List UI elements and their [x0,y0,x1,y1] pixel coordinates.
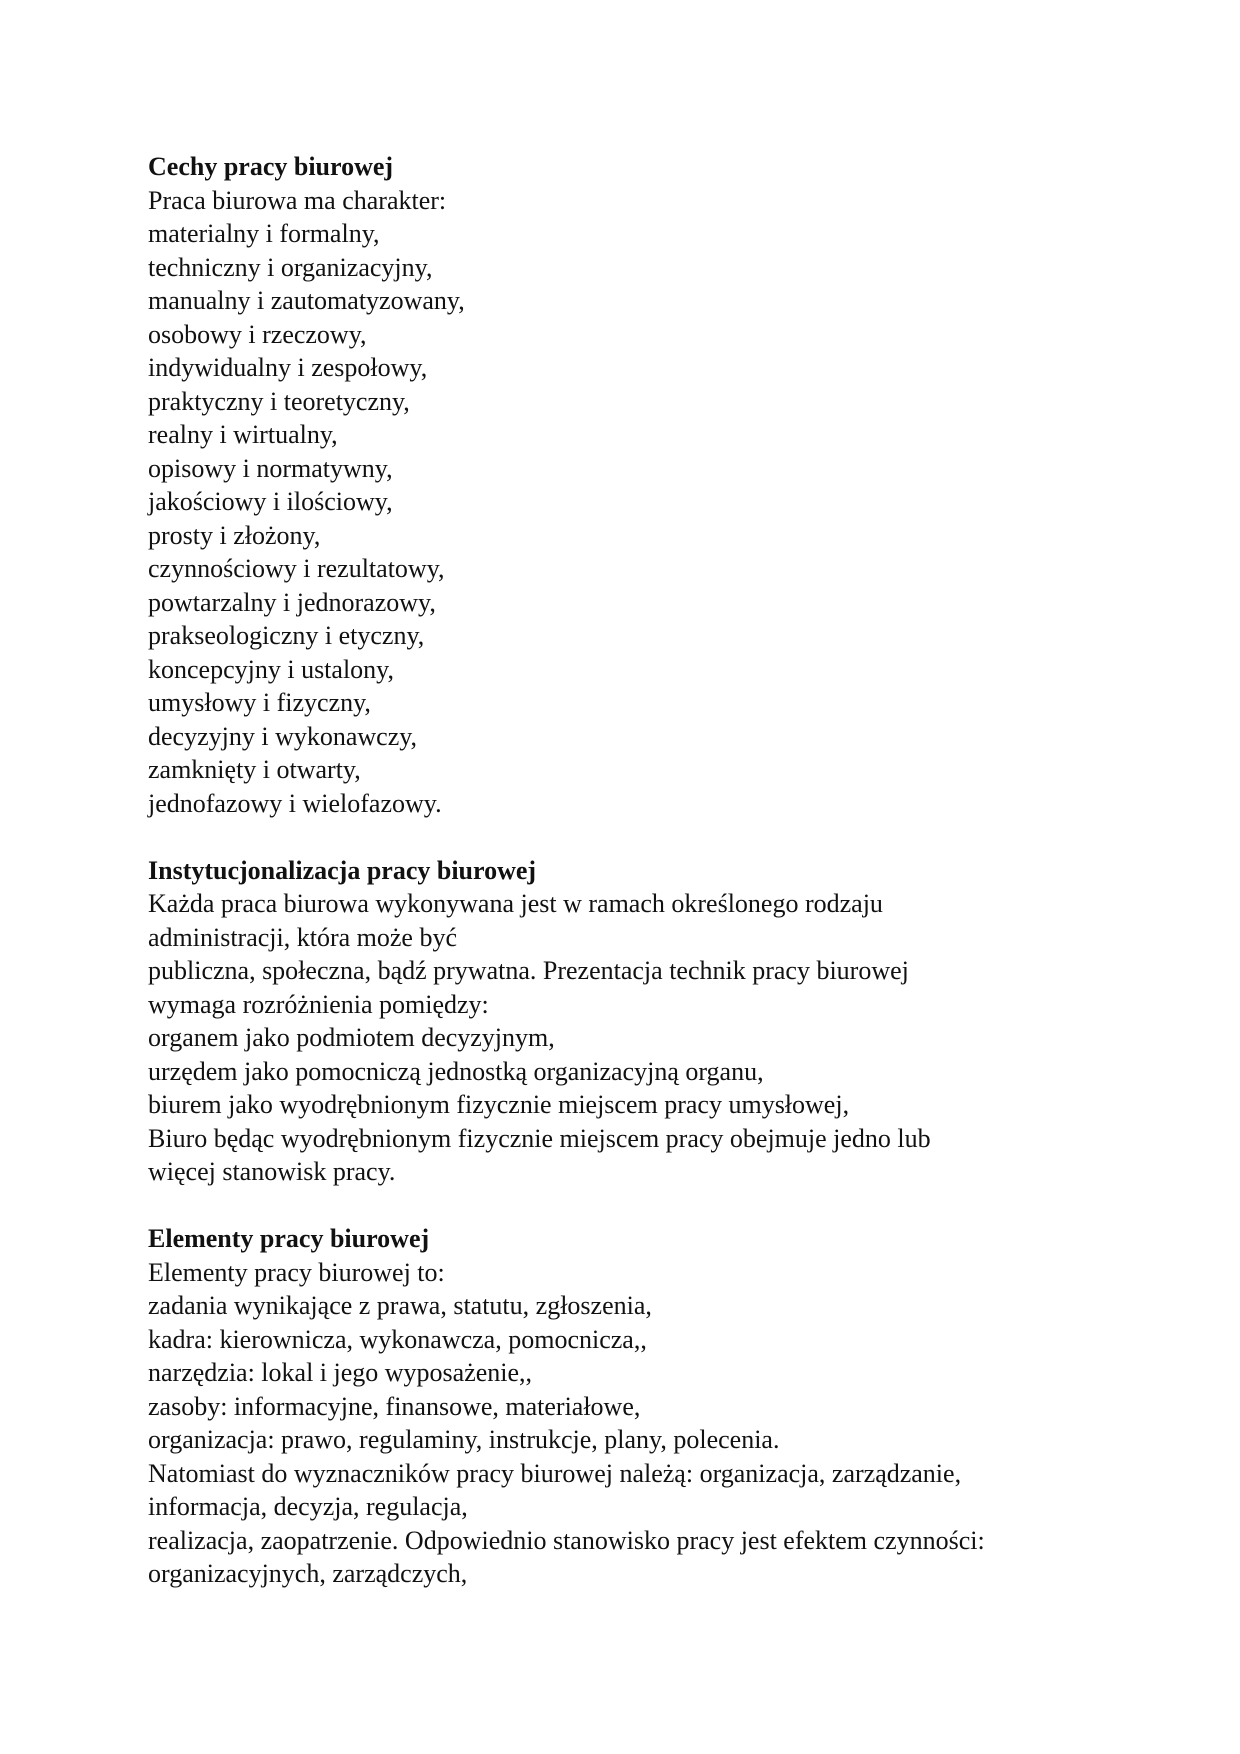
section-heading: Elementy pracy biurowej [148,1224,430,1253]
text-line: powtarzalny i jednorazowy, [148,587,436,617]
text-line: prosty i złożony, [148,520,321,550]
text-line: organizacyjnych, zarządczych, [148,1559,468,1588]
text-line: jakościowy i ilościowy, [148,487,393,516]
text-line: kadra: kierownicza, wykonawcza, pomocnicza,, [148,1324,647,1354]
section-heading: Cechy pracy biurowej [148,152,394,181]
section-cechy [148,150,1158,820]
text-line: zadania wynikające z prawa, statutu, zgłoszenia, [148,1291,652,1320]
text-line: decyzyjny i wykonawczy, [148,721,418,751]
text-line: indywidualny i zespołowy, [148,353,428,382]
text-line: materialny i formalny, [148,219,380,248]
text-line: urzędem jako pomocniczą jednostką organizacyjną organu, [148,1056,764,1086]
text-line: manualny i zautomatyzowany, [148,286,465,315]
document-body [148,150,1158,1591]
text-line: narzędzia: lokal i jego wyposażenie,, [148,1358,533,1387]
text-line: zamknięty i otwarty, [148,755,361,784]
text-line: Każda praca biurowa wykonywana jest w ramach określonego rodzaju [148,889,883,918]
text-line: informacja, decyzja, regulacja, [148,1492,468,1521]
section-instytucjonalizacja [148,854,1158,1189]
text-line: opisowy i normatywny, [148,453,393,483]
text-line: Praca biurowa ma charakter: [148,185,447,215]
section-spacer [148,820,1158,854]
text-line: administracji, która może być [148,922,458,952]
text-line: wymaga rozróżnienia pomiędzy: [148,989,489,1019]
section-spacer [148,1189,1158,1223]
text-line: czynnościowy i rezultatowy, [148,554,445,583]
text-line: publiczna, społeczna, bądź prywatna. Prezentacja technik pracy biurowej [148,956,909,985]
text-line: praktyczny i teoretyczny, [148,386,410,416]
text-line: jednofazowy i wielofazowy. [148,788,442,818]
text-line: organem jako podmiotem decyzyjnym, [148,1023,555,1052]
text-line: zasoby: informacyjne, finansowe, materiałowe, [148,1391,641,1421]
text-line: realizacja, zaopatrzenie. Odpowiednio stanowisko pracy jest efektem czynności: [148,1525,985,1555]
text-line: Biuro będąc wyodrębnionym fizycznie miejscem pracy obejmuje jedno lub [148,1123,931,1153]
text-line: koncepcyjny i ustalony, [148,654,394,684]
text-line: Natomiast do wyznaczników pracy biurowej należą: organizacja, zarządzanie, [148,1458,962,1488]
text-line: osobowy i rzeczowy, [148,319,367,349]
text-line: biurem jako wyodrębnionym fizycznie miejscem pracy umysłowej, [148,1090,850,1119]
section-elementy [148,1222,1158,1591]
text-line: umysłowy i fizyczny, [148,688,371,717]
text-line: organizacja: prawo, regulaminy, instrukcje, plany, polecenia. [148,1425,780,1454]
text-line: Elementy pracy biurowej to: [148,1257,445,1287]
text-line: realny i wirtualny, [148,420,338,449]
text-line: techniczny i organizacyjny, [148,252,433,282]
text-line: prakseologiczny i etyczny, [148,621,425,650]
text-line: więcej stanowisk pracy. [148,1157,396,1186]
section-heading: Instytucjonalizacja pracy biurowej [148,855,537,885]
